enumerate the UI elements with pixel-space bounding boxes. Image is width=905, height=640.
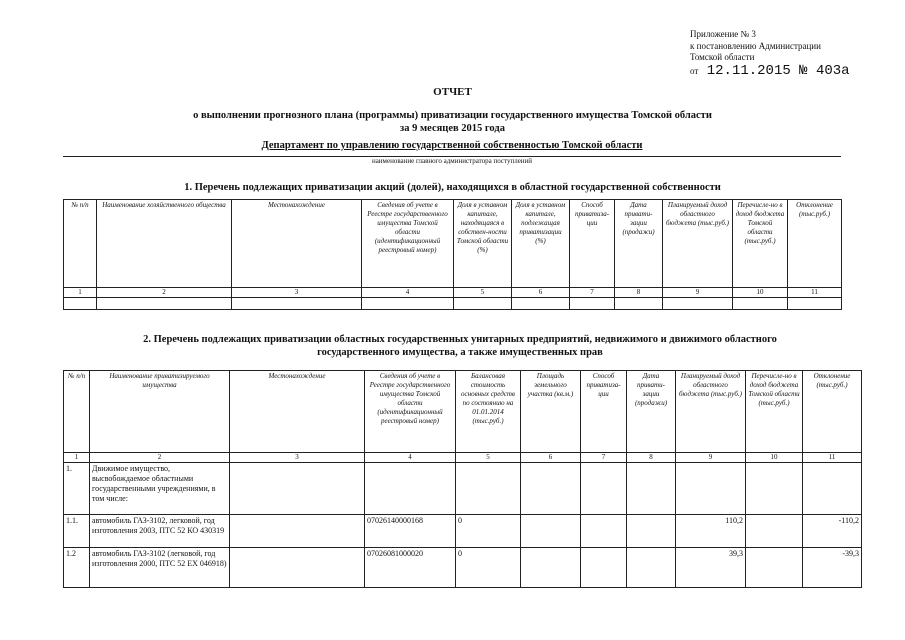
column-number: 10 — [746, 453, 803, 463]
column-number: 2 — [97, 288, 232, 298]
header-cell: Площадь земельного участка (кв.м.) — [521, 371, 581, 453]
column-number: 7 — [581, 453, 627, 463]
item-location — [230, 515, 365, 548]
column-number: 11 — [788, 288, 842, 298]
item-method — [581, 463, 627, 515]
header-cell: Перечисле-но в доход бюджета Томской области (тыс.руб.) — [746, 371, 803, 453]
column-number: 6 — [512, 288, 570, 298]
column-number: 9 — [676, 453, 746, 463]
column-number: 1 — [64, 288, 97, 298]
column-number: 3 — [232, 288, 362, 298]
item-land-area — [521, 463, 581, 515]
header-cell: Наименование хозяйственного общества — [97, 200, 232, 288]
header-cell: Отклонение (тыс.руб.) — [788, 200, 842, 288]
column-number: 4 — [365, 453, 456, 463]
column-number: 3 — [230, 453, 365, 463]
annex-date — [690, 62, 850, 79]
section-1-table — [63, 199, 842, 310]
annex-line-3: Томской области — [690, 52, 755, 62]
section-2-title-line-2: государственного имущества, а также имущественных прав — [317, 347, 603, 358]
section-2-title-line-1: 2. Перечень подлежащих приватизации областных государственных унитарных предприятий, недвижимого и движимого областного — [143, 334, 777, 345]
section-1-title: 1. Перечень подлежащих приватизации акций (долей), находящихся в областной государственной собственности — [184, 182, 721, 193]
header-cell: Перечисле-но в доход бюджета Томской области (тыс.руб.) — [733, 200, 788, 288]
table-cell — [454, 298, 512, 310]
department-name: Департамент по управлению государственной собственностью Томской области — [261, 140, 643, 151]
column-number: 7 — [570, 288, 615, 298]
item-name: Движимое имущество, высвобождаемое областными государственными учреждениями, в том числе: — [90, 463, 230, 515]
annex-line-2: к постановлению Администрации — [690, 40, 821, 51]
section-2-table — [63, 370, 862, 588]
header-cell: Местонахождение — [232, 200, 362, 288]
document-title: ОТЧЕТ — [433, 86, 472, 98]
annex-date-prefix: от — [690, 65, 699, 76]
item-location — [230, 548, 365, 588]
header-cell: Балансовая стоимость основных средств по состоянию на 01.01.2014 (тыс.руб.) — [456, 371, 521, 453]
column-number: 2 — [90, 453, 230, 463]
department-caption: наименование главного администратора поступлений — [63, 156, 841, 165]
row-number: 1. — [64, 463, 90, 515]
table-row — [64, 463, 862, 515]
column-number: 4 — [362, 288, 454, 298]
header-cell: Способ приватиза-ции — [581, 371, 627, 453]
item-planned-income: 39,3 — [676, 548, 746, 588]
item-land-area — [521, 548, 581, 588]
item-planned-income: 110,2 — [676, 515, 746, 548]
header-cell: Способ приватиза-ции — [570, 200, 615, 288]
header-cell: Доля в уставном капитале, подлежащая приватизации (%) — [512, 200, 570, 288]
item-registry-number: 07026140000168 — [365, 515, 456, 548]
table-cell — [64, 298, 97, 310]
item-deviation: -110,2 — [803, 515, 862, 548]
header-cell: Наименование приватизируемого имущества — [90, 371, 230, 453]
section-1-number-row — [64, 288, 842, 298]
item-balance-value — [456, 463, 521, 515]
header-cell: Дата привати-зации (продажи) — [627, 371, 676, 453]
header-cell: Местонахождение — [230, 371, 365, 453]
section-2-title — [80, 333, 840, 359]
header-cell: Отклонение (тыс.руб.) — [803, 371, 862, 453]
row-number: 1.2 — [64, 548, 90, 588]
item-deviation: -39,3 — [803, 548, 862, 588]
table-cell — [663, 298, 733, 310]
column-number: 10 — [733, 288, 788, 298]
column-number: 1 — [64, 453, 90, 463]
header-cell: Планируемый доход областного бюджета (тыс.руб.) — [676, 371, 746, 453]
section-2-header-row — [64, 371, 862, 453]
table-cell — [733, 298, 788, 310]
item-transferred — [746, 515, 803, 548]
annex-date-number: 12.11.2015 № 403а — [706, 62, 850, 79]
column-number: 8 — [615, 288, 663, 298]
subtitle-line-1: о выполнении прогнозного плана (программы) приватизации государственного имущества Томской области — [193, 110, 712, 121]
column-number: 5 — [454, 288, 512, 298]
subtitle-line-2: за 9 месяцев 2015 года — [400, 123, 505, 134]
header-cell: Сведения об учете в Реестре государственного имущества Томской области (идентификационный реестровый номер) — [365, 371, 456, 453]
item-date — [627, 463, 676, 515]
item-balance-value: 0 — [456, 548, 521, 588]
table-row — [64, 548, 862, 588]
item-date — [627, 515, 676, 548]
table-cell — [615, 298, 663, 310]
header-cell: Дата привати-зации (продажи) — [615, 200, 663, 288]
column-number: 9 — [663, 288, 733, 298]
column-number: 5 — [456, 453, 521, 463]
item-transferred — [746, 463, 803, 515]
table-cell — [570, 298, 615, 310]
item-land-area — [521, 515, 581, 548]
item-balance-value: 0 — [456, 515, 521, 548]
item-registry-number — [365, 463, 456, 515]
header-cell: Сведения об учете в Реестре государственного имущества Томской области (идентификационный реестровый номер) — [362, 200, 454, 288]
table-cell — [232, 298, 362, 310]
section-1-empty-row — [64, 298, 842, 310]
item-registry-number: 07026081000020 — [365, 548, 456, 588]
item-location — [230, 463, 365, 515]
table-cell — [512, 298, 570, 310]
table-row — [64, 515, 862, 548]
section-2-number-row — [64, 453, 862, 463]
column-number: 8 — [627, 453, 676, 463]
column-number: 11 — [803, 453, 862, 463]
item-deviation — [803, 463, 862, 515]
table-cell — [788, 298, 842, 310]
item-method — [581, 548, 627, 588]
item-transferred — [746, 548, 803, 588]
table-cell — [362, 298, 454, 310]
annex-header — [690, 29, 850, 77]
annex-line-1: Приложение № 3 — [690, 29, 756, 39]
column-number: 6 — [521, 453, 581, 463]
header-cell: Доля в уставном капитале, находящаяся в собствен-ности Томской области (%) — [454, 200, 512, 288]
item-date — [627, 548, 676, 588]
header-cell: Планируемый доход областного бюджета (тыс.руб.) — [663, 200, 733, 288]
section-1-header-row — [64, 200, 842, 288]
document-subtitle — [0, 109, 905, 135]
row-number: 1.1. — [64, 515, 90, 548]
table-cell — [97, 298, 232, 310]
item-name: автомобиль ГАЗ-3102, легковой, год изготовления 2003, ПТС 52 КО 430319 — [90, 515, 230, 548]
header-cell: № п/п — [64, 200, 97, 288]
header-cell: № п/п — [64, 371, 90, 453]
item-name: автомобиль ГАЗ-3102 (легковой, год изготовления 2000, ПТС 52 ЕХ 046918) — [90, 548, 230, 588]
item-planned-income — [676, 463, 746, 515]
item-method — [581, 515, 627, 548]
